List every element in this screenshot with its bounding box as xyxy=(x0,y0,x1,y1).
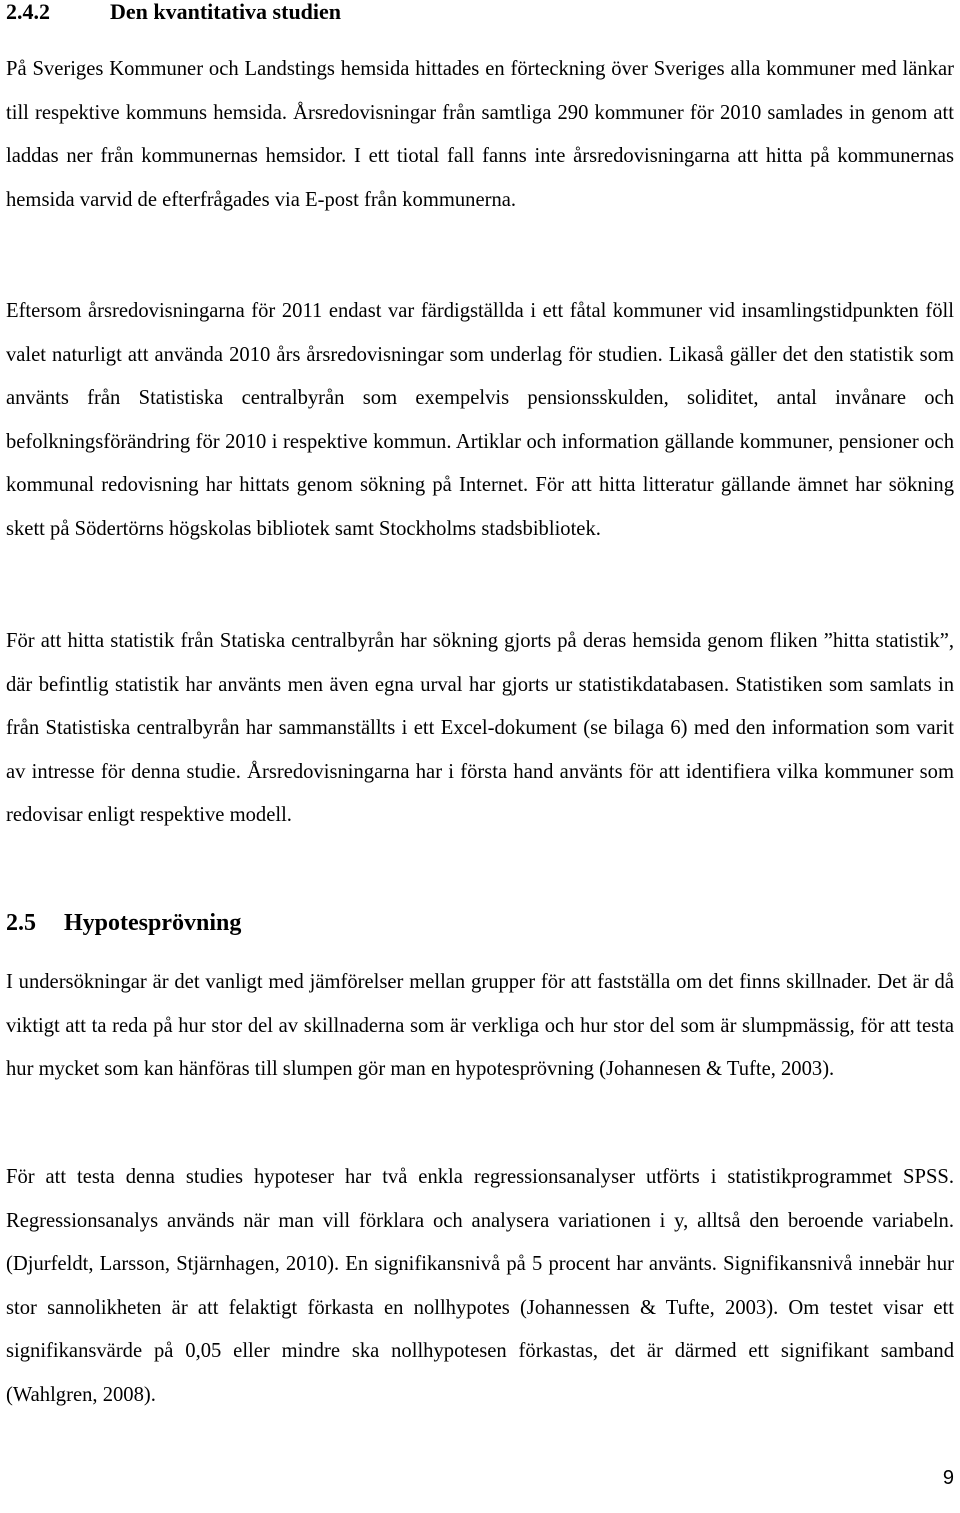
paragraph-hypotes-1: I undersökningar är det vanligt med jämförelser mellan grupper för att fastställa om det finns skillnader. Det är då viktigt att ta reda på hur stor del av skillnaderna som är verkliga och hur stor del som är slumpmässig, för att testa hur mycket som kan hänföras till slumpen gör man en hypotesprövning (Johannesen & Tufte, 2003). xyxy=(6,971,954,1081)
paragraph-kvantitativa-1: På Sveriges Kommuner och Landstings hemsida hittades en förteckning över Sveriges alla kommuner med länkar till respektive kommuns hemsida. Årsredovisningar från samtliga 290 kommuner för 2010 samlades in genom att laddas ner från kommunernas hemsidor. I ett tiotal fall fanns inte årsredovisningarna att hitta på kommunernas hemsida varvid de efterfrågades via E-post från kommunerna. xyxy=(6,58,954,211)
paragraph-hypotes-2: För att testa denna studies hypoteser har två enkla regressionsanalyser utförts i statistikprogrammet SPSS. Regressionsanalys används när man vill förklara och analysera variationen i y, alltså den beroende variabeln. (Djurfeldt, Larsson, Stjärnhagen, 2010). En signifikansnivå på 5 procent har använts. Signifikansnivå innebär hur stor sannolikheten är att felaktigt förkasta en nollhypotes (Johannessen & Tufte, 2003). Om testet visar ett signifikansvärde på 0,05 eller mindre ska nollhypotesen förkastas, det är därmed ett signifikant samband (Wahlgren, 2008). xyxy=(6,1166,954,1406)
paragraph-kvantitativa-3: För att hitta statistik från Statiska centralbyrån har sökning gjorts på deras hemsida genom fliken ”hitta statistik”, där befintlig statistik har använts men även egna urval har gjorts ur statistikdatabasen. Statistiken som samlats in från Statistiska centralbyrån har sammanställts i ett Excel-dokument (se bilaga 6) med den information som varit av intresse för denna studie. Årsredovisningarna har i första hand använts för att identifiera vilka kommuner som redovisar enligt respektive modell. xyxy=(6,630,954,827)
section-title: Hypotesprövning xyxy=(64,910,242,936)
section-title: Den kvantitativa studien xyxy=(110,0,342,24)
section-number: 2.4.2 xyxy=(6,0,50,24)
page-number: 9 xyxy=(942,1467,954,1489)
paragraph-kvantitativa-2: Eftersom årsredovisningarna för 2011 endast var färdigställda i ett fåtal kommuner vid insamlingstidpunkten föll valet naturligt att använda 2010 års årsredovisningar som underlag för studien. Likaså gäller det den statistik som använts från Statistiska centralbyrån som exempelvis pensionsskulden, soliditet, antal invånare och befolkningsförändring för 2010 i respektive kommun. Artiklar och information gällande kommuner, pensioner och kommunal redovisning har hittats genom sökning på Internet. För att hitta litteratur gällande ämnet har sökning skett på Södertörns högskolas bibliotek samt Stockholms stadsbibliotek. xyxy=(6,300,954,540)
section-heading-2-4-2 xyxy=(6,0,341,28)
section-heading-2-5 xyxy=(6,906,241,940)
section-number: 2.5 xyxy=(6,910,36,936)
